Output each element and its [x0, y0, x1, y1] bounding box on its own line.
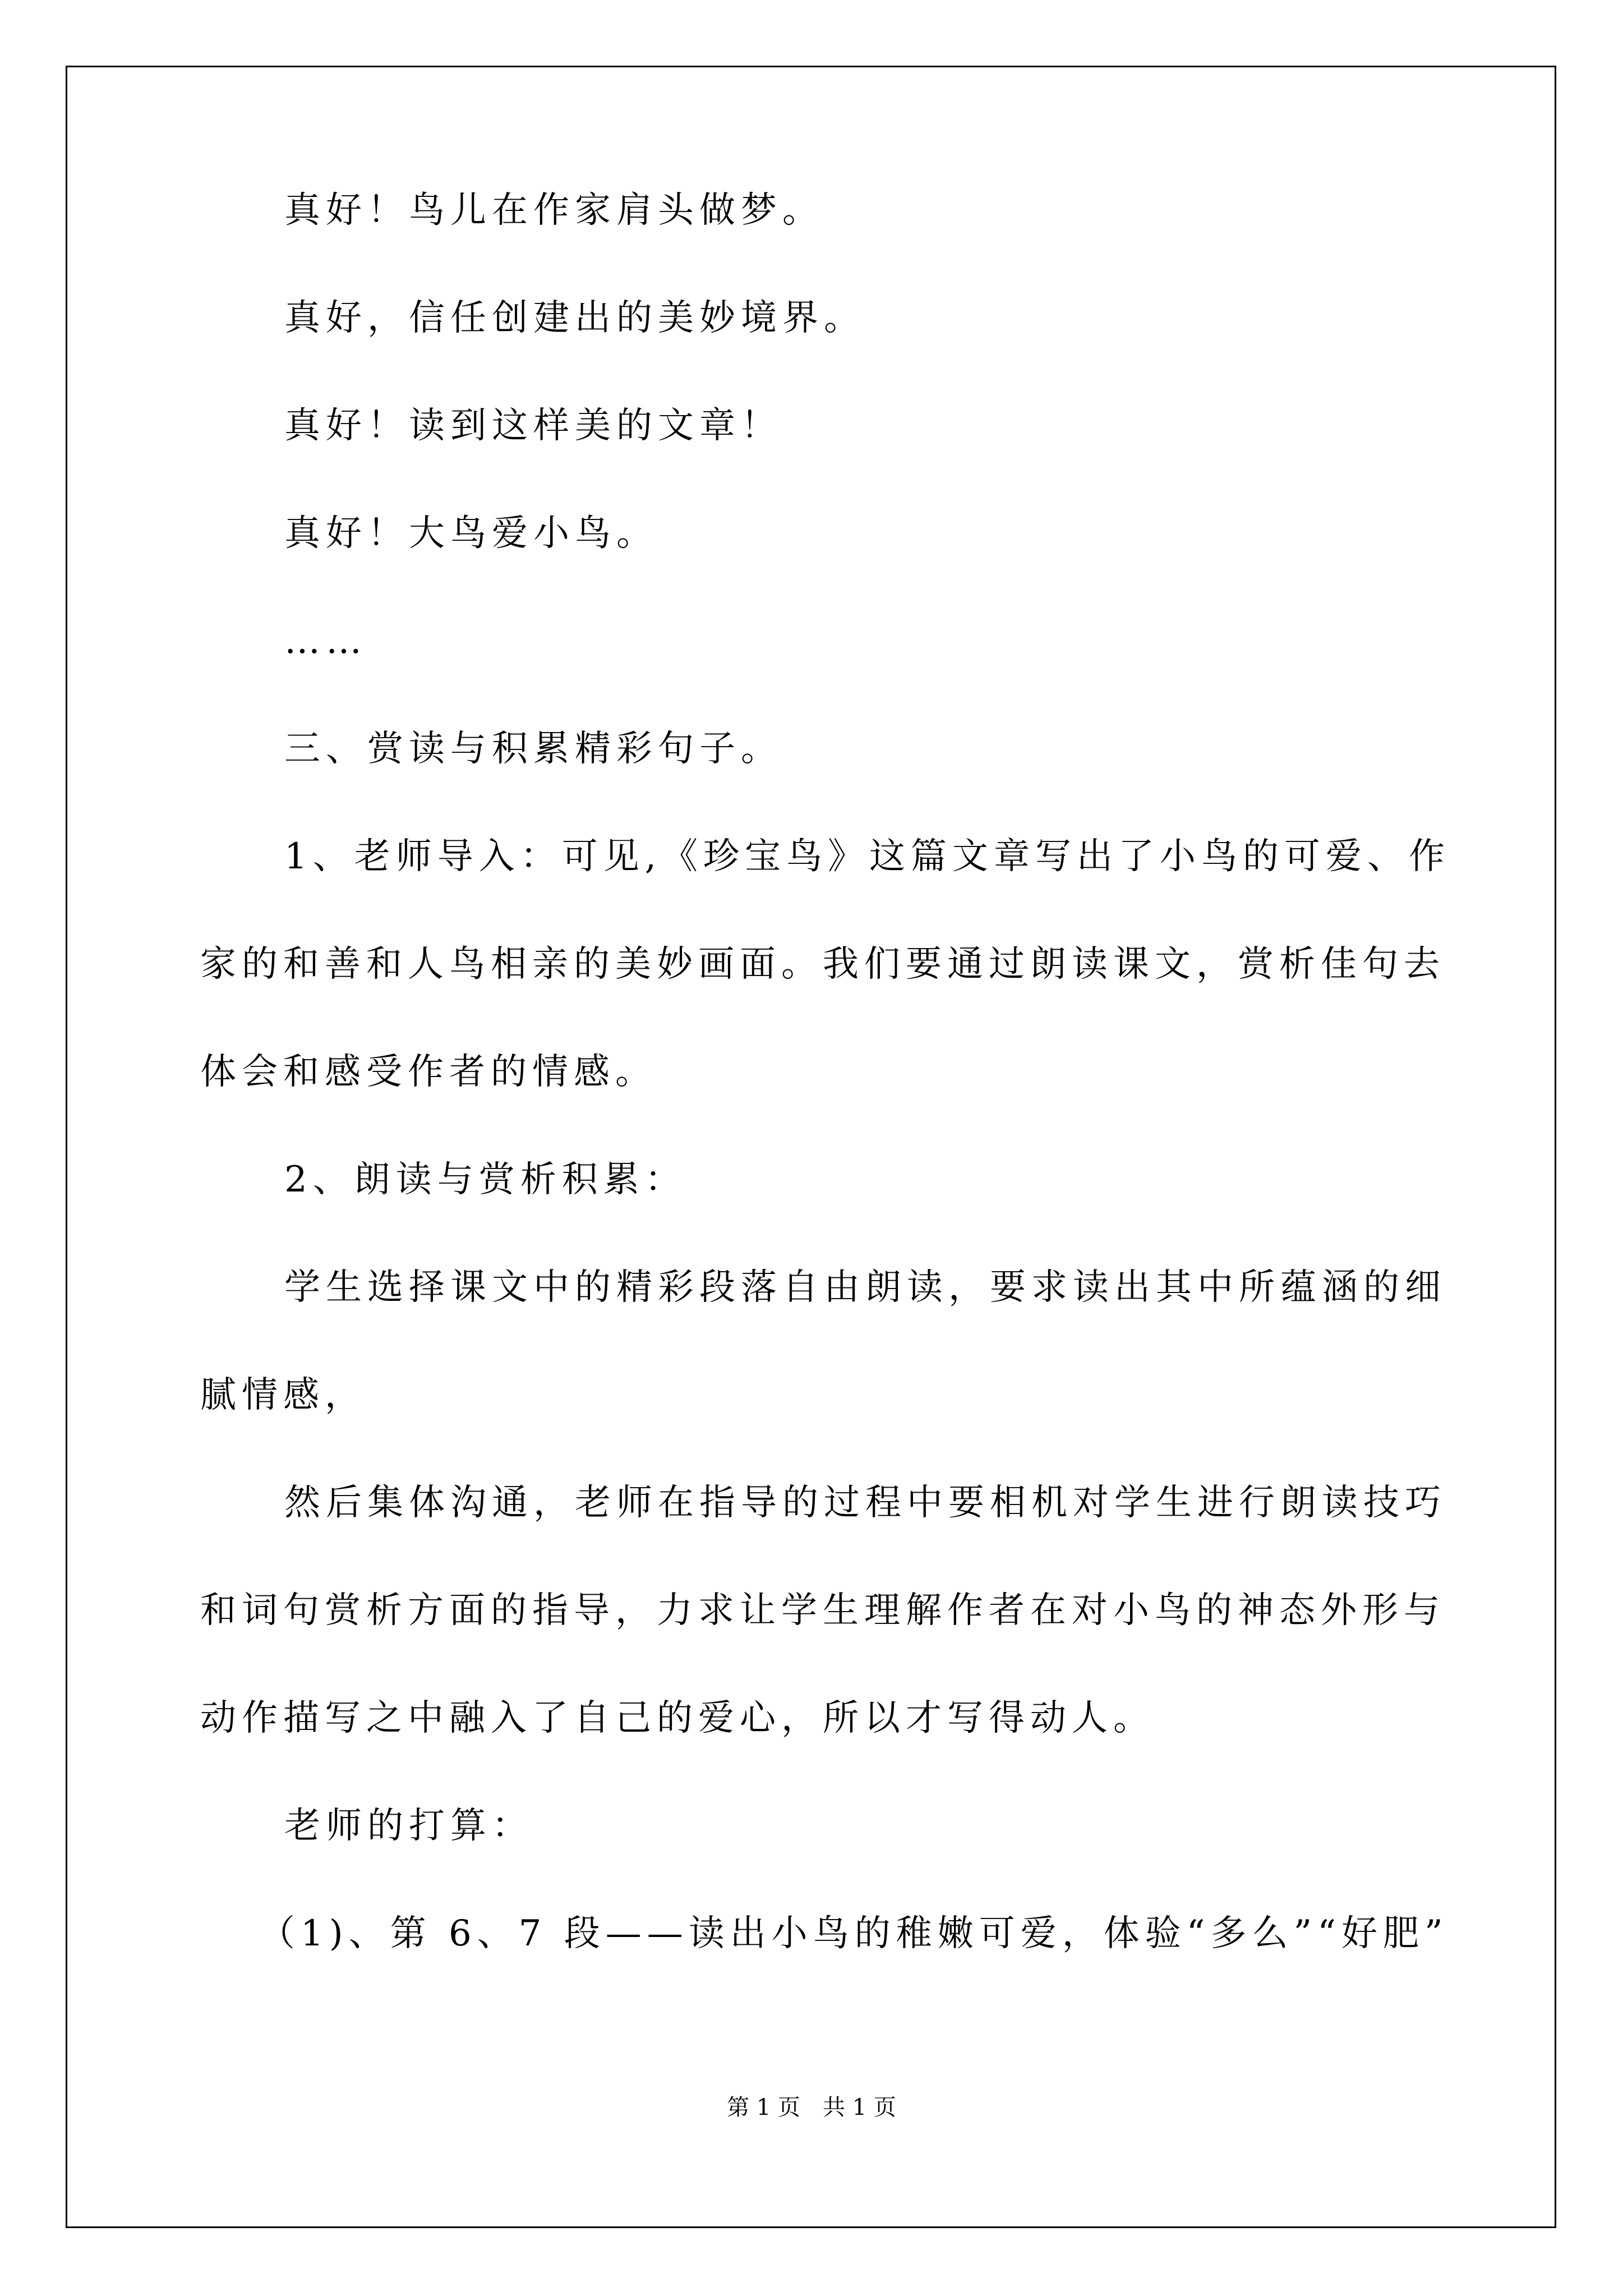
paragraph-line: 真好，信任创建出的美妙境界。	[284, 297, 865, 339]
paragraph-line: 腻情感，	[200, 1374, 366, 1416]
page-number: 第 1 页 共 1 页	[727, 2095, 896, 2120]
paragraph-line: 真好！读到这样美的文章！	[284, 405, 782, 447]
page-border	[66, 66, 1556, 2228]
paragraph-line: 真好！大鸟爱小鸟。	[284, 513, 658, 554]
paragraph-line: 老师的打算：	[284, 1805, 533, 1847]
paragraph-line: （1)、第 6、7 段——读出小鸟的稚嫩可爱，体验“多么”“好肥”	[259, 1913, 1449, 1954]
paragraph-line: 1、老师导入：可见,《珍宝鸟》这篇文章写出了小鸟的可爱、作	[284, 836, 1451, 877]
paragraph-line: 2、朗读与赏析积累：	[284, 1159, 686, 1200]
paragraph-line: ……	[284, 620, 367, 662]
paragraph-line: 和词句赏析方面的指导，力求让学生理解作者在对小鸟的神态外形与	[200, 1590, 1445, 1631]
section-heading: 三、赏读与积累精彩句子。	[284, 728, 782, 770]
paragraph-line: 动作描写之中融入了自己的爱心，所以才写得动人。	[200, 1697, 1155, 1739]
paragraph-line: 家的和善和人鸟相亲的美妙画面。我们要通过朗读课文，赏析佳句去	[200, 944, 1445, 985]
paragraph-line: 然后集体沟通，老师在指导的过程中要相机对学生进行朗读技巧	[284, 1482, 1446, 1524]
paragraph-line: 体会和感受作者的情感。	[200, 1051, 657, 1093]
paragraph-line: 学生选择课文中的精彩段落自由朗读，要求读出其中所蕴涵的细	[284, 1267, 1446, 1308]
paragraph-line: 真好！鸟儿在作家肩头做梦。	[284, 190, 824, 231]
